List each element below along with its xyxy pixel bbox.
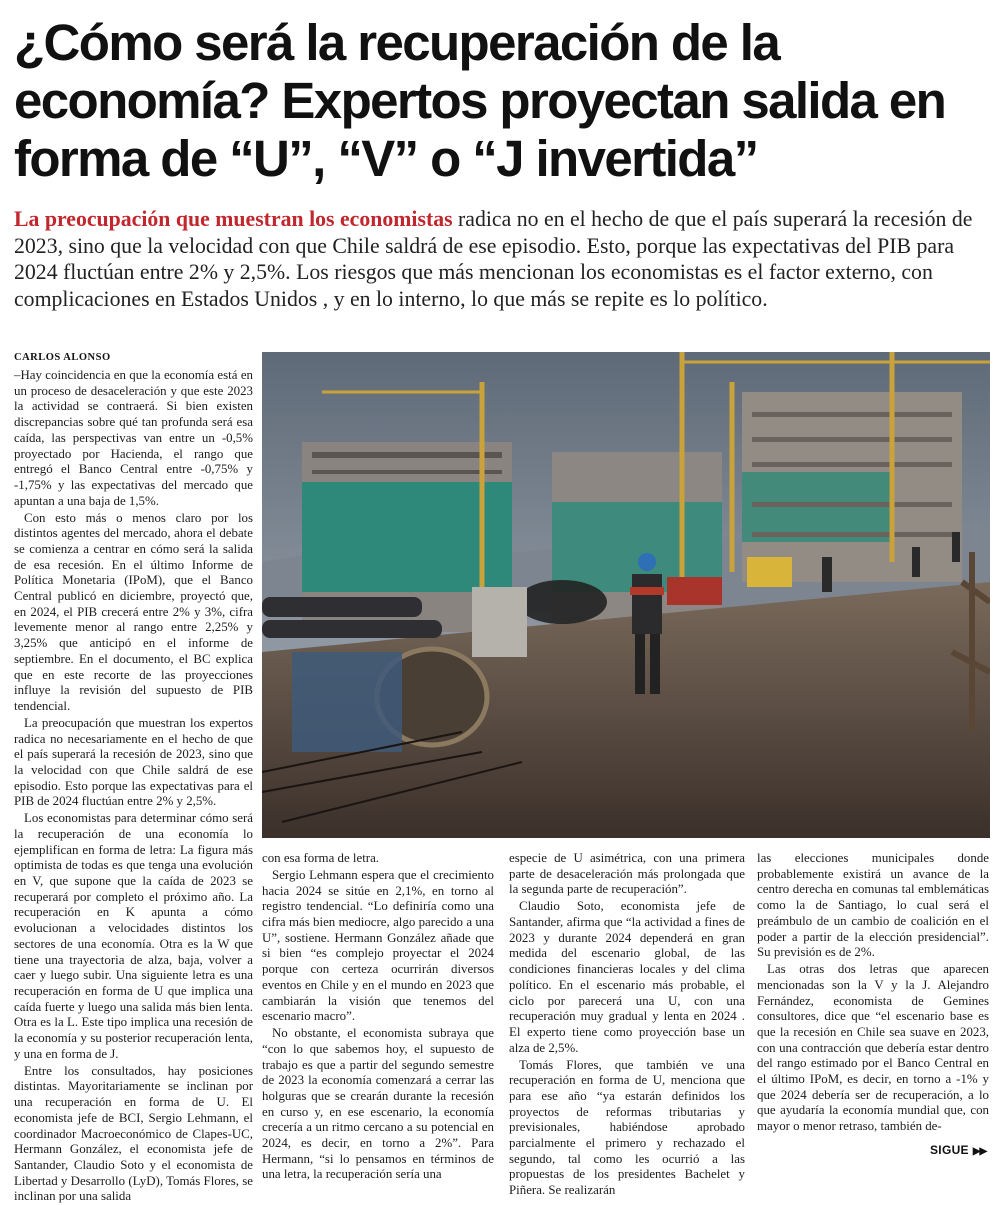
paragraph: especie de U asimétrica, con una primera parte de desaceleración más prolongada que la segunda parte de recuperación”.	[509, 851, 745, 897]
continue-link[interactable]	[930, 1143, 986, 1157]
paragraph: Los economistas para determinar cómo será la recuperación de una economía lo ejemplifican en forma de letra: La figura más optimista de todas es que tenga una evolución en V, que supone que la caída de 2023 se recuperará por completo el próximo año. La recuperación en K apunta a cómo evolucionan a velocidades distintos los sectores de una economía. Otra es la W que tiene una trayectoria de alza, baja, volver a caer y luego subir. Una siguiente letra es una recuperación en forma de U que implica una caída fuerte y luego una salida más bien lenta. Otra es la L. Este tipo implica una recesión de la economía y su posterior recuperación lenta, y una en forma de J.	[14, 811, 253, 1061]
article-column-3	[509, 851, 745, 1198]
headline: ¿Cómo será la recuperación de la economía? Expertos proyectan salida en forma de “U”, “V” o “J invertida”	[14, 14, 946, 187]
article-column-2	[262, 851, 494, 1182]
continue-label: SIGUE	[930, 1143, 969, 1157]
paragraph: Tomás Flores, que también ve una recuperación en forma de U, menciona que para ese año “ya estarán definidos los proyectos de reformas tributarias y previsionales, habiéndose aprobado parcialmente el primero y rechazado el segundo, tal como les ocurrió a las propuestas de los presidentes Bachelet y Piñera. Se realizarán	[509, 1057, 745, 1198]
lead-highlight: La preocupación que muestran los economistas	[14, 207, 453, 231]
paragraph: Entre los consultados, hay posiciones distintas. Mayoritariamente se inclinan por una recuperación en forma de U. El economista jefe de BCI, Sergio Lehmann, el coordinador Macroeconómico de Clapes-UC, Hermann González, el economista jefe de Santander, Claudio Soto y el economista de Libertad y Desarrollo (LyD), Tomás Flores, se inclinan por una salida	[14, 1063, 253, 1204]
byline: CARLOS ALONSO	[14, 352, 111, 363]
paragraph: con esa forma de letra.	[262, 851, 380, 865]
article-column-4	[757, 851, 989, 1161]
paragraph: Sergio Lehmann espera que el crecimiento hacia 2024 se sitúe en 2,1%, en torno al registro tendencial. “Lo definiría como una cifra más bien mediocre, algo parecido a una U”, sostiene. Hermann González añade que si bien “es complejo proyectar el 2024 porque con certeza ocurrirán diversos eventos en Chile y en el mundo en 2023 que cambiarán la visión que tenemos del escenario macro”.	[262, 867, 494, 1024]
lead-paragraph	[14, 206, 989, 312]
lead-text: radica no en el hecho de que el país superará la recesión de 2023, sino que la velocidad con que Chile saldrá de ese episodio. Esto, porque las expectativas del PIB para 2024 fluctúan entre 2% y 2,5%. Los riesgos que más mencionan los economistas es el factor externo, con complicaciones en Estados Unidos , y en lo interno, lo que más se repite es lo político.	[14, 207, 973, 311]
paragraph: Claudio Soto, economista jefe de Santander, afirma que “la actividad a fines de 2023 y durante 2024 dependerá en gran medida del escenario global, de las condiciones financieras locales y del clima político. En el escenario más probable, el ciclo por parecerá una U, con una recuperación muy gradual y lenta en 2024 . El experto tiene como proyección base un alza de 2,5%.	[509, 899, 745, 1055]
paragraph: –Hay coincidencia en que la economía está en un proceso de desaceleración y que este 2023 la actividad se contraerá. Si bien existen discrepancias sobre qué tan profunda será esa caída, las perspectivas van entre un -0,5% proyectado por Hacienda, el rango que entregó el Banco Central entre -0,75% y -1,75% y las expectativas del mercado que apuntan a una baja de 1,5%.	[14, 368, 253, 508]
article-column-1	[14, 368, 253, 1204]
paragraph: La preocupación que muestran los expertos radica no necesariamente en el hecho de que el país superará la recesión de 2023, sino que la velocidad con que Chile saldrá de ese episodio. Esto porque las expectativas para el PIB de 2024 fluctúan entre 2% y 2,5%.	[14, 715, 253, 809]
paragraph: Las otras dos letras que aparecen mencionadas son la V y la J. Alejandro Fernández, economista de Gemines consultores, dice que “el escenario base es que la recesión en Chile sea suave en 2023, con una contracción que debería estar dentro del rango estimado por el Banco Central en el último IPoM, es decir, en torno a -1% y que 2024 debería ser de recuperación, a lo que ayudaría la economía mundial que, con mayor o menor retraso, también de-	[757, 962, 989, 1134]
paragraph: las elecciones municipales donde probablemente existirá un avance de la centro derecha en comunas tal emblemáticas como la de Santiago, lo cual será el preámbulo de un cambio de coalición en el poder a partir de la elección presidencial”. Su previsión es de 2%.	[757, 851, 989, 960]
double-arrow-icon: ▶▶	[972, 1146, 987, 1157]
construction-site-photo	[262, 352, 990, 838]
paragraph: No obstante, el economista subraya que “con lo que sabemos hoy, el supuesto de trabajo es que a partir del segundo semestre de 2023 la economía comenzará a cerrar las holguras que se crearán durante la recesión en curso y, en ese escenario, la economía crecería a un ritmo cercano a su potencial en 2024, es decir, en torno a 2%”. Para Hermann, “si lo pensamos en términos de una letra, la recuperación sería una	[262, 1026, 494, 1182]
paragraph: Con esto más o menos claro por los distintos agentes del mercado, ahora el debate se comienza a centrar en cómo será la salida de esa recesión. En el último Informe de Política Monetaria (IPoM), que el Banco Central publicó en diciembre, proyectó que, en 2024, el PIB crecerá entre 2% y 3%, cifra levemente menor al rango entre 2,25% y 3,25% que anticipó en el informe de septiembre. En el documento, el BC explica que en este recorte de las proyecciones influye la revisión del supuesto de PIB tendencial.	[14, 510, 253, 713]
